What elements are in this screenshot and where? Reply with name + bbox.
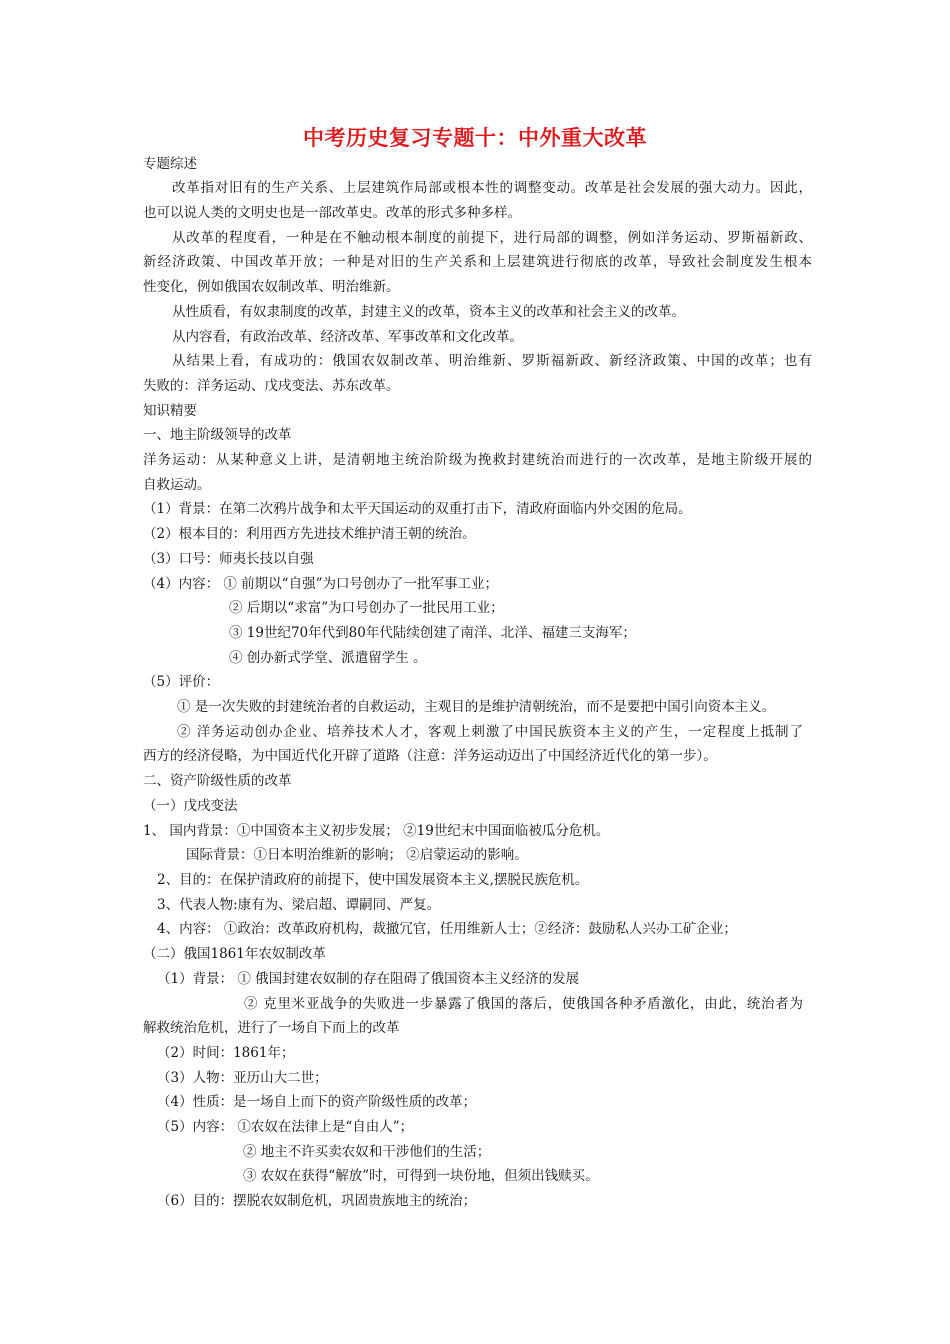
paragraph-line: 自救运动。: [143, 477, 211, 493]
heading-overview: 专题综述: [143, 156, 197, 172]
list-item: （5）评价：: [143, 674, 220, 690]
list-item: （3）人物：亚历山大二世；: [157, 1070, 328, 1086]
list-item: （4）内容： ① 前期以“自强”为口号创办了一批军事工业；: [143, 576, 498, 592]
list-item: 国际背景：①日本明治维新的影响； ②启蒙运动的影响。: [186, 847, 528, 863]
list-item: 4、内容： ①政治：改革政府机构，裁撤冗官，任用维新人士；②经济：鼓励私人兴办工矿企业；: [157, 921, 737, 937]
list-item: 1、 国内背景：①中国资本主义初步发展； ②19世纪末中国面临被瓜分危机。: [143, 823, 610, 839]
paragraph-line: 新经济政策、中国改革开放；一种是对旧的生产关系和上层建筑进行彻底的改革，导致社会制度发生根本: [143, 254, 812, 270]
list-item: （5）内容： ①农奴在法律上是“自由人”；: [157, 1119, 414, 1135]
list-item: （4）性质：是一场自上而下的资产阶级性质的改革；: [157, 1094, 477, 1110]
list-item: 西方的经济侵略，为中国近代化开辟了道路（注意：洋务运动迈出了中国经济近代化的第一步）。: [143, 748, 717, 764]
paragraph-line: 洋务运动：从某种意义上讲，是清朝地主统治阶级为挽救封建统治而进行的一次改革，是地主阶级开展的: [143, 452, 812, 468]
list-item: （2）根本目的：利用西方先进技术维护清王朝的统治。: [143, 526, 476, 542]
section-heading: 一、地主阶级领导的改革: [143, 427, 292, 443]
list-item: （1）背景： ① 俄国封建农奴制的存在阻碍了俄国资本主义经济的发展: [157, 971, 580, 987]
paragraph-line: 失败的：洋务运动、戊戌变法、苏东改革。: [143, 378, 400, 394]
subsection-heading: （一）戊戌变法: [143, 798, 238, 814]
list-item: ① 是一次失败的封建统治者的自救运动，主观目的是维护清朝统治，而不是要把中国引向资本主义。: [177, 699, 776, 715]
paragraph-line: 性变化，例如俄国农奴制改革、明治维新。: [143, 279, 400, 295]
list-item: ② 克里米亚战争的失败进一步暴露了俄国的落后，使俄国各种矛盾激化，由此，统治者为: [244, 996, 803, 1012]
list-item: （3）口号：师夷长技以自强: [143, 551, 314, 567]
page-title: 中考历史复习专题十：中外重大改革: [303, 125, 647, 150]
section-heading: 二、资产阶级性质的改革: [143, 773, 292, 789]
paragraph-line: 也可以说人类的文明史也是一部改革史。改革的形式多种多样。: [143, 205, 521, 221]
list-item: 解救统治危机，进行了一场自下而上的改革: [143, 1020, 400, 1036]
list-item: 2、目的：在保护清政府的前提下，使中国发展资本主义,摆脱民族危机。: [157, 872, 589, 888]
list-item: ③ 农奴在获得“解放”时，可得到一块份地，但须出钱赎买。: [243, 1168, 599, 1184]
paragraph-line: 从性质看，有奴隶制度的改革，封建主义的改革，资本主义的改革和社会主义的改革。: [172, 304, 685, 320]
paragraph-line: 改革指对旧有的生产关系、上层建筑作局部或根本性的调整变动。改革是社会发展的强大动力。因此，: [172, 180, 812, 196]
list-item: ② 后期以“求富”为口号创办了一批民用工业；: [229, 600, 504, 616]
paragraph-line: 从内容看，有政治改革、经济改革、军事改革和文化改革。: [172, 329, 523, 345]
paragraph-line: 从结果上看，有成功的：俄国农奴制改革、明治维新、罗斯福新政、新经济政策、中国的改革；也有: [172, 353, 812, 369]
list-item: （1）背景：在第二次鸦片战争和太平天国运动的双重打击下，清政府面临内外交困的危局。: [143, 501, 692, 517]
list-item: （6）目的：摆脱农奴制危机，巩固贵族地主的统治；: [157, 1193, 477, 1209]
list-item: 3、代表人物:康有为、梁启超、谭嗣同、严复。: [157, 897, 441, 913]
list-item: ② 地主不许买卖农奴和干涉他们的生活；: [243, 1144, 491, 1160]
list-item: ③ 19世纪70年代到80年代陆续创建了南洋、北洋、福建三支海军；: [229, 625, 636, 641]
paragraph-line: 从改革的程度看，一种是在不触动根本制度的前提下，进行局部的调整，例如洋务运动、罗斯福新政、: [172, 230, 812, 246]
list-item: ④ 创办新式学堂、派遣留学生 。: [229, 650, 427, 666]
subsection-heading: （二）俄国1861年农奴制改革: [143, 946, 326, 962]
list-item: （2）时间：1861年；: [157, 1045, 295, 1061]
heading-knowledge: 知识精要: [143, 403, 197, 419]
list-item: ② 洋务运动创办企业、培养技术人才，客观上刺激了中国民族资本主义的产生，一定程度上抵制了: [177, 724, 803, 740]
